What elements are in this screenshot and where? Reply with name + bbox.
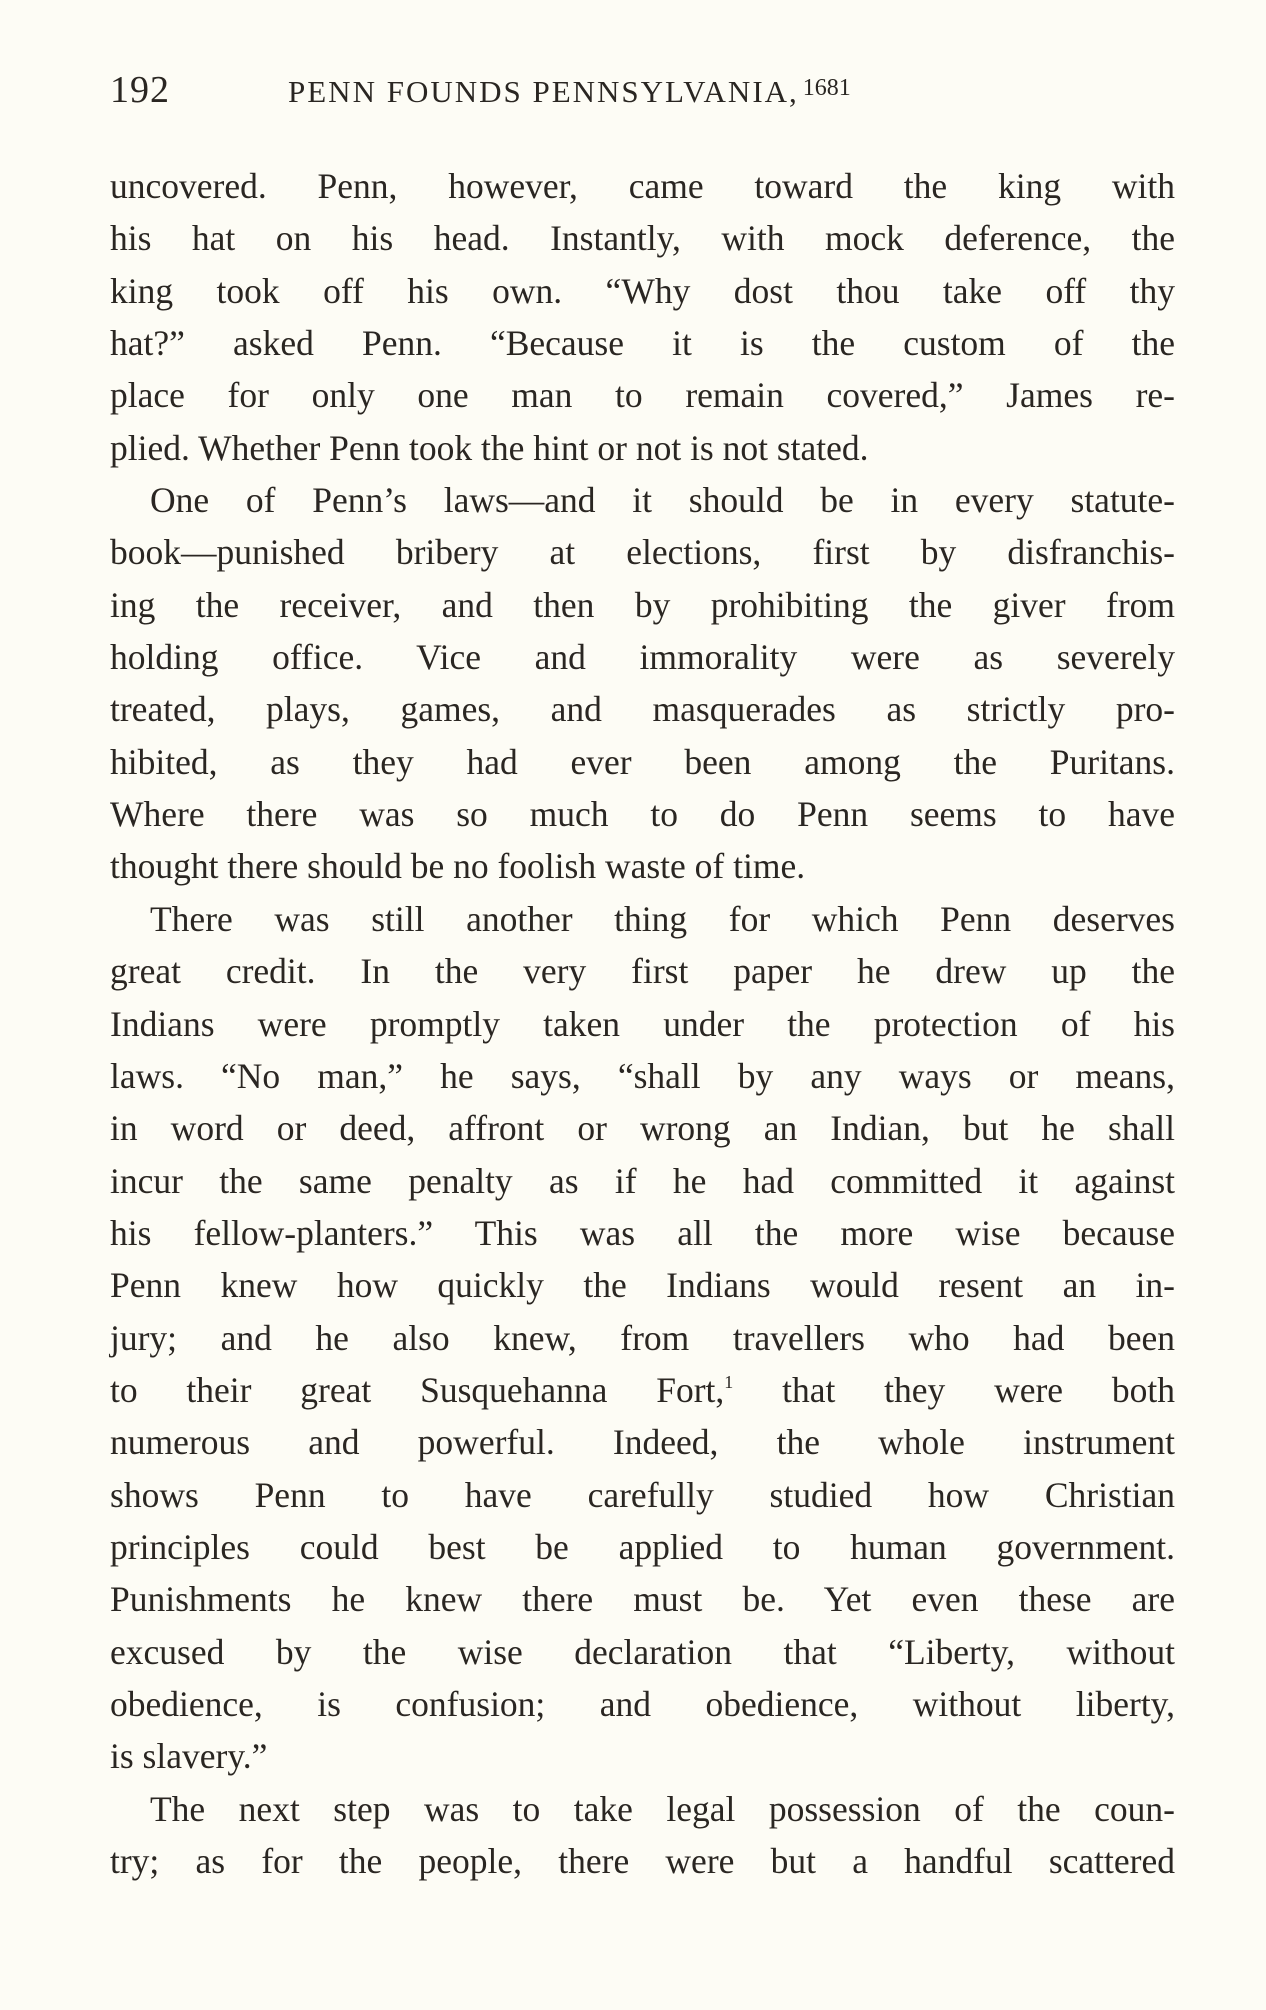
text-line bbox=[110, 369, 1175, 421]
text-line bbox=[110, 474, 1175, 526]
chapter-heading bbox=[288, 74, 851, 110]
line-text: excused by the wise declaration that “Liberty, without bbox=[110, 1631, 1175, 1672]
text-line bbox=[110, 1626, 1175, 1678]
line-text: king took off his own. “Why dost thou take off thy bbox=[110, 270, 1175, 311]
line-text: The next step was to take legal possession of the coun- bbox=[150, 1788, 1175, 1829]
text-line bbox=[110, 1364, 1175, 1416]
text-line bbox=[110, 265, 1175, 317]
running-head bbox=[110, 58, 1175, 118]
line-text: to their great Susquehanna Fort, bbox=[110, 1369, 725, 1410]
text-line bbox=[110, 1102, 1175, 1154]
line-text: thought there should be no foolish waste of time. bbox=[110, 846, 806, 887]
line-text: incur the same penalty as if he had committed it against bbox=[110, 1160, 1175, 1201]
line-text: place for only one man to remain covered,” James re- bbox=[110, 375, 1175, 416]
line-text: One of Penn’s laws—and it should be in every statute- bbox=[150, 480, 1175, 521]
text-line bbox=[110, 1155, 1175, 1207]
heading-year: 1681 bbox=[802, 75, 851, 101]
text-line bbox=[110, 893, 1175, 945]
line-text: uncovered. Penn, however, came toward the king with bbox=[110, 166, 1175, 206]
line-text: Indians were promptly taken under the protection of his bbox=[110, 1003, 1175, 1044]
line-text: in word or deed, affront or wrong an Indian, but he shall bbox=[110, 1108, 1175, 1149]
line-text: ing the receiver, and then by prohibiting the giver from bbox=[110, 584, 1175, 625]
text-line bbox=[110, 1207, 1175, 1259]
book-page bbox=[110, 58, 1175, 1881]
text-line bbox=[110, 840, 1175, 892]
text-line bbox=[110, 736, 1175, 788]
text-line bbox=[110, 317, 1175, 369]
text-line bbox=[110, 526, 1175, 578]
text-line bbox=[110, 1678, 1175, 1730]
text-line bbox=[110, 1416, 1175, 1468]
text-line bbox=[110, 1521, 1175, 1573]
text-line bbox=[110, 160, 1175, 212]
line-text: treated, plays, games, and masquerades as strictly pro- bbox=[110, 689, 1175, 730]
line-text: try; as for the people, there were but a handful scattered bbox=[110, 1841, 1175, 1881]
text-line bbox=[110, 422, 1175, 474]
text-line bbox=[110, 579, 1175, 631]
line-text: book—punished bribery at elections, first by disfranchis- bbox=[110, 532, 1175, 573]
line-text: obedience, is confusion; and obedience, without liberty, bbox=[110, 1683, 1175, 1724]
line-text: great credit. In the very first paper he drew up the bbox=[110, 951, 1175, 992]
text-line bbox=[110, 1259, 1175, 1311]
line-text: numerous and powerful. Indeed, the whole instrument bbox=[110, 1422, 1175, 1463]
heading-title: PENN FOUNDS PENNSYLVANIA, bbox=[288, 74, 799, 109]
body-text bbox=[110, 160, 1175, 1887]
line-text-continued: that they were both bbox=[733, 1369, 1175, 1410]
text-line bbox=[110, 631, 1175, 683]
line-text: plied. Whether Penn took the hint or not is not stated. bbox=[110, 427, 869, 468]
text-line bbox=[110, 1050, 1175, 1102]
line-text: hibited, as they had ever been among the Puritans. bbox=[110, 741, 1175, 782]
line-text: jury; and he also knew, from travellers who had been bbox=[110, 1317, 1175, 1358]
line-text: holding office. Vice and immorality were as severely bbox=[110, 637, 1175, 678]
line-text: his hat on his head. Instantly, with mock deference, the bbox=[110, 218, 1175, 259]
text-line bbox=[110, 1469, 1175, 1521]
text-line bbox=[110, 1835, 1175, 1887]
text-line bbox=[110, 998, 1175, 1050]
line-text: his fellow-planters.” This was all the more wise because bbox=[110, 1212, 1175, 1253]
line-text: Penn knew how quickly the Indians would resent an in- bbox=[110, 1265, 1175, 1306]
text-line bbox=[110, 1730, 1175, 1782]
page-number: 192 bbox=[110, 69, 170, 111]
line-text: Punishments he knew there must be. Yet even these are bbox=[110, 1579, 1175, 1620]
footnote-marker: 1 bbox=[724, 1371, 734, 1392]
text-line bbox=[110, 212, 1175, 264]
line-text: There was still another thing for which Penn deserves bbox=[150, 898, 1175, 939]
line-text: laws. “No man,” he says, “shall by any ways or means, bbox=[110, 1055, 1175, 1096]
line-text: shows Penn to have carefully studied how Christian bbox=[110, 1474, 1175, 1515]
line-text: principles could best be applied to human government. bbox=[110, 1526, 1175, 1567]
line-text: Where there was so much to do Penn seems to have bbox=[110, 794, 1175, 835]
line-text: hat?” asked Penn. “Because it is the custom of the bbox=[110, 323, 1175, 364]
text-line bbox=[110, 1312, 1175, 1364]
text-line bbox=[110, 1573, 1175, 1625]
text-line bbox=[110, 788, 1175, 840]
text-line bbox=[110, 683, 1175, 735]
line-text: is slavery.” bbox=[110, 1736, 268, 1777]
text-line bbox=[110, 1783, 1175, 1835]
text-line bbox=[110, 945, 1175, 997]
